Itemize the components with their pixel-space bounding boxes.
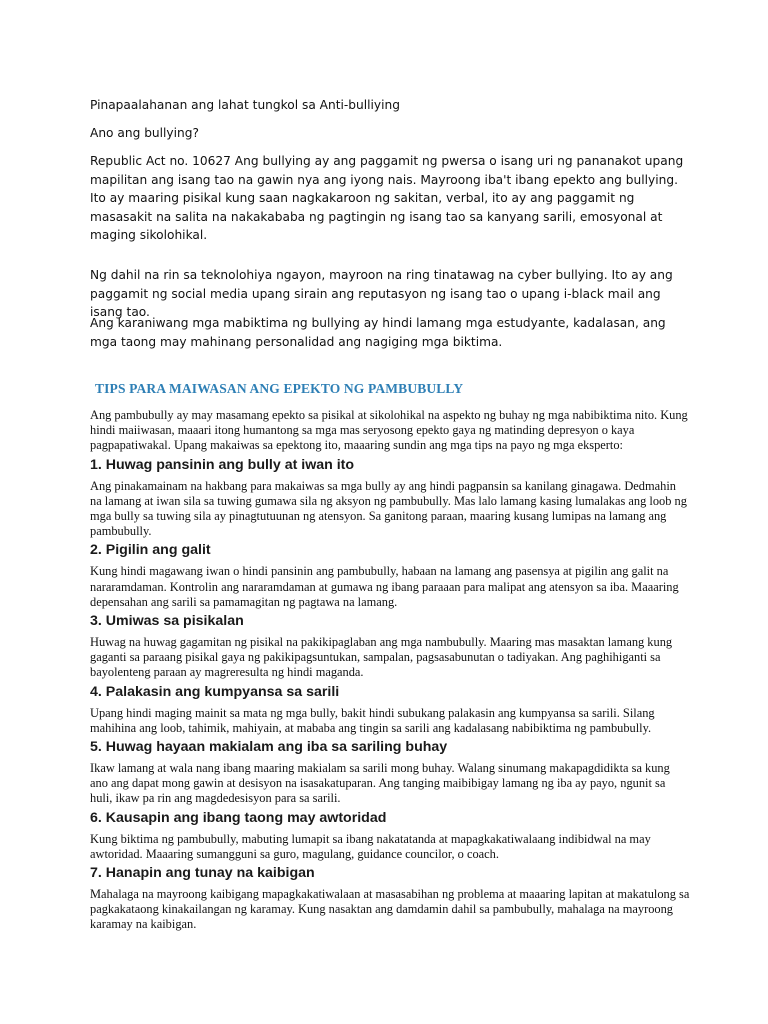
tip-body: Upang hindi maging mainit sa mata ng mga bully, bakit hindi subukang palakasin ang kumpyansa sa sarili. Silang mahihina ang loob, tahimik, mahiyain, at mababa ang tingin sa sarili ang kadalasang nabibiktima ng pambubully. bbox=[90, 705, 655, 735]
tips-section-heading: TIPS PARA MAIWASAN ANG EPEKTO NG PAMBUBULLY bbox=[95, 381, 464, 396]
tip-title: 3. Umiwas sa pisikalan bbox=[90, 613, 244, 630]
question-heading: Ano ang bullying? bbox=[90, 126, 199, 140]
tips-intro: Ang pambubully ay may masamang epekto sa pisikal at sikolohikal na aspekto ng buhay ng mga nabibiktima nito. Kung hindi maiiwasan, maaari itong humantong sa mga mas seryosong epekto gaya ng matinding depresyon o kaya pagpapatiwakal. Upang makaiwas sa epektong ito, maaaring sundin ang mga tips na payo ng mga eksperto: bbox=[90, 408, 688, 453]
tip-title: 5. Huwag hayaan makialam ang iba sa sariling buhay bbox=[90, 739, 448, 756]
tip-title: 6. Kausapin ang ibang taong may awtoridad bbox=[90, 809, 387, 826]
document-title-line: Pinapaalahanan ang lahat tungkol sa Anti-bulliying bbox=[90, 98, 400, 112]
tip-title: 1. Huwag pansinin ang bully at iwan ito bbox=[90, 456, 355, 473]
tip-body: Ikaw lamang at wala nang ibang maaring makialam sa sarili mong buhay. Walang sinumang makapagdidikta sa kung ano ang dapat mong gawin at desisyon na isasakatuparan. Ang tanging maibibigay lamang ng iba ay payo, ngunit sa huli, ikaw pa rin ang magdedesisyon para sa sarili. bbox=[90, 761, 670, 806]
tip-title: 7. Hanapin ang tunay na kaibigan bbox=[90, 865, 315, 882]
tip-item bbox=[90, 865, 690, 933]
paragraph-victims: Ang karaniwang mga mabiktima ng bullying ay hindi lamang mga estudyante, kadalasan, ang mga taong may mahinang personalidad ang nagiging mga biktima. bbox=[90, 316, 666, 349]
tip-title: 4. Palakasin ang kumpyansa sa sarili bbox=[90, 683, 340, 700]
paragraph-definition: Republic Act no. 10627 Ang bullying ay ang paggamit ng pwersa o isang uri ng pananakot upang mapilitan ang isang tao na gawin nya ang iyong nais. Mayroong iba't ibang epekto ang bullying. Ito ay maaring pisikal kung saan nagkakaroon ng sakitan, verbal, ito ay ang paggamit ng masasakit na salita na nakakababa ng pagtingin ng isang tao sa kanyang sarili, emosyonal at maging sikolohikal. bbox=[90, 154, 684, 242]
tip-title: 2. Pigilin ang galit bbox=[90, 542, 211, 559]
tip-item bbox=[90, 613, 690, 681]
paragraph-cyber-bullying: Ng dahil na rin sa teknolohiya ngayon, mayroon na ring tinatawag na cyber bullying. Ito ay ang paggamit ng social media upang sirain ang reputasyon ng isang tao o upang i-black mail ang isang tao. bbox=[90, 268, 673, 319]
tip-item bbox=[90, 810, 690, 862]
tip-item bbox=[90, 457, 690, 540]
tips-section bbox=[90, 408, 690, 936]
tip-body: Kung biktima ng pambubully, mabuting lumapit sa ibang nakatatanda at mapagkakatiwalaang indibidwal na may awtoridad. Maaaring sumangguni sa guro, magulang, guidance councilor, o coach. bbox=[90, 831, 651, 861]
tip-item bbox=[90, 684, 690, 736]
tip-body: Mahalaga na mayroong kaibigang mapagkakatiwalaan at masasabihan ng problema at maaaring lapitan at makatulong sa pagkakataong kinakailangan ng karamay. Kung nasaktan ang damdamin dahil sa pambubully, mahalaga na mayroong karamay na kaibigan. bbox=[90, 887, 690, 932]
tip-body: Huwag na huwag gagamitan ng pisikal na pakikipaglaban ang mga nambubully. Maaring mas masaktan lamang kung gaganti sa paraang pisikal gaya ng pakikipagsuntukan, sampalan, pagsasabunutan o tadiyakan. Ang paghihiganti sa bayolenteng paraan ay magreresulta ng hindi maganda. bbox=[90, 635, 673, 680]
tip-item bbox=[90, 739, 690, 807]
tip-body: Kung hindi magawang iwan o hindi pansinin ang pambubully, habaan na lamang ang pasensya at pigilin ang galit na nararamdaman. Kontrolin ang nararamdaman at gumawa ng ibang paraaan para malipat ang atensyon sa iba. Maaaring depensahan ang sarili sa pamamagitan ng pagtawa na lamang. bbox=[90, 564, 679, 609]
tip-body: Ang pinakamainam na hakbang para makaiwas sa mga bully ay ang hindi pagpansin sa kanilang ginagawa. Dedmahin na lamang at iwan sila sa tuwing gumawa sila ng aksyon ng pambubully. Mas lalo lamang kasing lumalakas ang loob ng mga bully sa tuwing sila ay pinagtutuunan ng atensyon. Sa ganitong paraan, maaring kusang lumipas na lamang ang pambubully. bbox=[90, 478, 687, 539]
tip-item bbox=[90, 542, 690, 610]
